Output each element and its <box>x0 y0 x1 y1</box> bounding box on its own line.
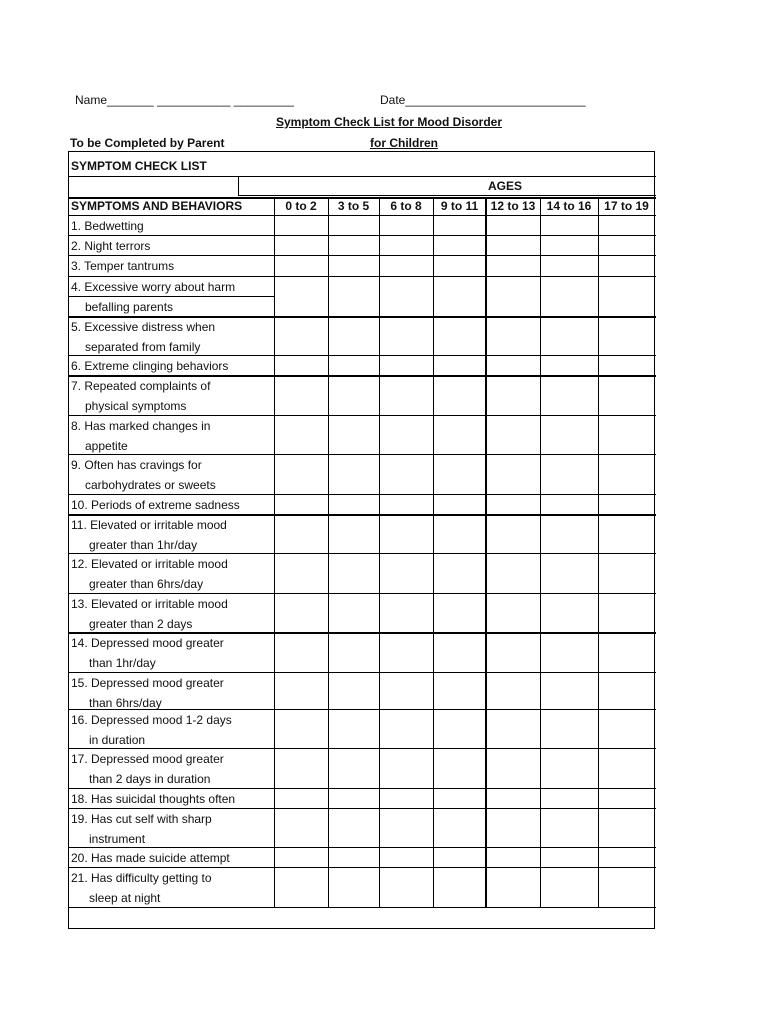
symptom-label: 3. Temper tantrums <box>71 259 175 273</box>
symptom-label: 2. Night terrors <box>71 239 151 253</box>
symptom-label: 16. Depressed mood 1-2 days <box>71 713 232 727</box>
symptom-label-continued: than 1hr/day <box>89 656 156 670</box>
age-check-cell[interactable] <box>434 317 485 354</box>
age-check-cell[interactable] <box>487 633 539 671</box>
age-check-cell[interactable] <box>599 809 654 846</box>
symptom-label: 21. Has difficulty getting to <box>71 871 212 885</box>
symptom-label: 7. Repeated complaints of <box>71 379 211 393</box>
age-check-cell[interactable] <box>541 495 597 513</box>
age-check-cell[interactable] <box>599 495 654 513</box>
age-check-cell[interactable] <box>380 848 432 866</box>
age-check-cell[interactable] <box>487 216 539 234</box>
age-check-cell[interactable] <box>275 317 327 354</box>
age-check-cell[interactable] <box>380 710 432 747</box>
symptom-label: 19. Has cut self with sharp <box>71 812 212 826</box>
symptom-label: 20. Has made suicide attempt <box>71 851 230 865</box>
age-check-cell[interactable] <box>434 416 485 453</box>
age-check-cell[interactable] <box>599 789 654 807</box>
age-check-cell[interactable] <box>541 554 597 592</box>
age-check-cell[interactable] <box>541 673 597 708</box>
age-check-cell[interactable] <box>487 376 539 414</box>
table-rule <box>69 296 274 297</box>
age-check-cell[interactable] <box>541 749 597 787</box>
age-check-cell[interactable] <box>487 710 539 747</box>
age-check-cell[interactable] <box>434 455 485 493</box>
age-check-cell[interactable] <box>541 789 597 807</box>
age-check-cell[interactable] <box>329 256 378 275</box>
age-check-cell[interactable] <box>380 673 432 708</box>
age-check-cell[interactable] <box>599 256 654 275</box>
symptom-label-continued: greater than 1hr/day <box>89 538 198 552</box>
age-check-cell[interactable] <box>541 236 597 254</box>
age-check-cell[interactable] <box>380 256 432 275</box>
age-check-cell[interactable] <box>541 277 597 315</box>
age-check-cell[interactable] <box>434 356 485 374</box>
form-title: Symptom Check List for Mood Disorder <box>276 115 503 129</box>
age-check-cell[interactable] <box>541 868 597 906</box>
age-check-cell[interactable] <box>434 749 485 787</box>
age-check-cell[interactable] <box>434 633 485 671</box>
age-check-cell[interactable] <box>275 277 327 315</box>
symptom-label-continued: instrument <box>89 832 146 846</box>
table-rule <box>69 907 656 908</box>
age-check-cell[interactable] <box>329 789 378 807</box>
age-check-cell[interactable] <box>541 633 597 671</box>
age-check-cell[interactable] <box>380 594 432 631</box>
age-check-cell[interactable] <box>275 376 327 414</box>
symptom-label: 8. Has marked changes in <box>71 419 211 433</box>
age-check-cell[interactable] <box>275 416 327 453</box>
age-check-cell[interactable] <box>487 515 539 552</box>
age-check-cell[interactable] <box>434 376 485 414</box>
age-check-cell[interactable] <box>329 868 378 906</box>
symptom-label: 17. Depressed mood greater <box>71 752 224 766</box>
age-check-cell[interactable] <box>599 594 654 631</box>
section-title: SYMPTOM CHECK LIST <box>71 159 207 173</box>
symptom-label: 5. Excessive distress when <box>71 320 216 334</box>
age-column-header: 9 to 11 <box>440 199 479 213</box>
age-check-cell[interactable] <box>380 356 432 374</box>
age-check-cell[interactable] <box>599 673 654 708</box>
age-check-cell[interactable] <box>541 809 597 846</box>
age-check-cell[interactable] <box>434 554 485 592</box>
age-check-cell[interactable] <box>275 789 327 807</box>
age-check-cell[interactable] <box>275 809 327 846</box>
symptom-label-continued: in duration <box>89 733 146 747</box>
age-check-cell[interactable] <box>380 416 432 453</box>
age-check-cell[interactable] <box>541 256 597 275</box>
age-check-cell[interactable] <box>380 633 432 671</box>
table-rule <box>238 195 656 196</box>
age-check-cell[interactable] <box>434 868 485 906</box>
age-check-cell[interactable] <box>599 216 654 234</box>
age-check-cell[interactable] <box>275 848 327 866</box>
symptom-label-continued: appetite <box>85 439 128 453</box>
age-check-cell[interactable] <box>329 317 378 354</box>
age-check-cell[interactable] <box>380 749 432 787</box>
age-check-cell[interactable] <box>487 317 539 354</box>
age-check-cell[interactable] <box>487 416 539 453</box>
symptoms-header: SYMPTOMS AND BEHAVIORS <box>71 199 243 213</box>
age-check-cell[interactable] <box>599 515 654 552</box>
symptom-label: 13. Elevated or irritable mood <box>71 597 228 611</box>
age-check-cell[interactable] <box>275 455 327 493</box>
age-check-cell[interactable] <box>541 710 597 747</box>
name-field[interactable]: Name_______ ___________ _________ <box>75 93 294 107</box>
age-check-cell[interactable] <box>275 673 327 708</box>
age-check-cell[interactable] <box>599 317 654 354</box>
age-check-cell[interactable] <box>541 317 597 354</box>
age-check-cell[interactable] <box>329 673 378 708</box>
symptom-label: 4. Excessive worry about harm <box>71 280 236 294</box>
age-check-cell[interactable] <box>380 216 432 234</box>
age-check-cell[interactable] <box>541 356 597 374</box>
age-check-cell[interactable] <box>599 848 654 866</box>
symptom-table <box>68 151 655 929</box>
age-check-cell[interactable] <box>541 416 597 453</box>
age-check-cell[interactable] <box>275 749 327 787</box>
age-check-cell[interactable] <box>541 455 597 493</box>
age-column-header: 6 to 8 <box>390 199 422 213</box>
age-check-cell[interactable] <box>487 455 539 493</box>
symptom-label-continued: than 6hrs/day <box>89 696 162 710</box>
age-check-cell[interactable] <box>487 789 539 807</box>
age-check-cell[interactable] <box>275 710 327 747</box>
age-check-cell[interactable] <box>380 495 432 513</box>
age-check-cell[interactable] <box>275 256 327 275</box>
age-check-cell[interactable] <box>599 554 654 592</box>
age-check-cell[interactable] <box>275 356 327 374</box>
symptom-label: 1. Bedwetting <box>71 219 144 233</box>
table-rule <box>69 176 656 177</box>
symptom-label: 11. Elevated or irritable mood <box>71 518 227 532</box>
age-check-cell[interactable] <box>329 376 378 414</box>
ages-header: AGES <box>488 179 523 193</box>
age-check-cell[interactable] <box>599 356 654 374</box>
age-check-cell[interactable] <box>434 848 485 866</box>
age-check-cell[interactable] <box>434 809 485 846</box>
age-check-cell[interactable] <box>487 673 539 708</box>
age-check-cell[interactable] <box>599 455 654 493</box>
age-check-cell[interactable] <box>380 515 432 552</box>
age-check-cell[interactable] <box>329 633 378 671</box>
symptom-label: 10. Periods of extreme sadness <box>71 498 240 512</box>
symptom-label-continued: separated from family <box>85 340 201 354</box>
age-check-cell[interactable] <box>599 376 654 414</box>
age-check-cell[interactable] <box>329 809 378 846</box>
age-check-cell[interactable] <box>434 236 485 254</box>
age-check-cell[interactable] <box>541 376 597 414</box>
age-check-cell[interactable] <box>434 216 485 234</box>
age-check-cell[interactable] <box>434 673 485 708</box>
age-check-cell[interactable] <box>380 277 432 315</box>
symptom-label-continued: than 2 days in duration <box>89 772 211 786</box>
age-check-cell[interactable] <box>275 236 327 254</box>
age-check-cell[interactable] <box>487 554 539 592</box>
age-check-cell[interactable] <box>487 749 539 787</box>
age-column-header: 14 to 16 <box>546 199 592 213</box>
symptom-label-continued: carbohydrates or sweets <box>85 478 216 492</box>
age-check-cell[interactable] <box>380 376 432 414</box>
age-check-cell[interactable] <box>380 236 432 254</box>
symptom-label: 12. Elevated or irritable mood <box>71 557 228 571</box>
age-check-cell[interactable] <box>380 868 432 906</box>
age-check-cell[interactable] <box>329 216 378 234</box>
age-check-cell[interactable] <box>329 749 378 787</box>
age-check-cell[interactable] <box>275 594 327 631</box>
age-check-cell[interactable] <box>487 868 539 906</box>
age-check-cell[interactable] <box>329 515 378 552</box>
age-check-cell[interactable] <box>599 277 654 315</box>
age-check-cell[interactable] <box>599 868 654 906</box>
age-check-cell[interactable] <box>329 455 378 493</box>
age-check-cell[interactable] <box>380 317 432 354</box>
age-check-cell[interactable] <box>487 236 539 254</box>
age-column-header: 0 to 2 <box>285 199 317 213</box>
age-check-cell[interactable] <box>329 495 378 513</box>
symptom-label: 6. Extreme clinging behaviors <box>71 359 229 373</box>
age-check-cell[interactable] <box>329 277 378 315</box>
age-column-header: 17 to 19 <box>604 199 649 213</box>
symptom-label-continued: sleep at night <box>89 891 161 905</box>
symptom-label-continued: greater than 2 days <box>89 617 193 631</box>
age-check-cell[interactable] <box>599 633 654 671</box>
age-check-cell[interactable] <box>541 594 597 631</box>
age-check-cell[interactable] <box>329 710 378 747</box>
age-column-header: 3 to 5 <box>337 199 370 213</box>
age-check-cell[interactable] <box>275 216 327 234</box>
symptom-label-continued: greater than 6hrs/day <box>89 577 204 591</box>
age-check-cell[interactable] <box>275 515 327 552</box>
age-check-cell[interactable] <box>541 515 597 552</box>
symptom-label: 15. Depressed mood greater <box>71 676 224 690</box>
symptom-label-continued: befalling parents <box>85 300 174 314</box>
age-check-cell[interactable] <box>487 809 539 846</box>
age-check-cell[interactable] <box>487 594 539 631</box>
symptom-label: 9. Often has cravings for <box>71 458 202 472</box>
age-check-cell[interactable] <box>541 216 597 234</box>
form-subtitle: for Children <box>370 136 438 150</box>
symptom-label: 18. Has suicidal thoughts often <box>71 792 236 806</box>
age-check-cell[interactable] <box>599 710 654 747</box>
age-check-cell[interactable] <box>599 416 654 453</box>
age-check-cell[interactable] <box>434 277 485 315</box>
age-check-cell[interactable] <box>380 455 432 493</box>
table-column-rule <box>238 176 239 195</box>
age-check-cell[interactable] <box>329 356 378 374</box>
age-check-cell[interactable] <box>487 495 539 513</box>
age-check-cell[interactable] <box>329 594 378 631</box>
age-check-cell[interactable] <box>380 554 432 592</box>
age-check-cell[interactable] <box>487 256 539 275</box>
age-check-cell[interactable] <box>434 515 485 552</box>
age-check-cell[interactable] <box>329 236 378 254</box>
age-check-cell[interactable] <box>275 633 327 671</box>
date-field[interactable]: Date___________________________ <box>380 93 586 107</box>
age-check-cell[interactable] <box>434 495 485 513</box>
age-check-cell[interactable] <box>329 416 378 453</box>
symptom-label-continued: physical symptoms <box>85 399 187 413</box>
completed-by-label: To be Completed by Parent <box>70 136 225 150</box>
age-check-cell[interactable] <box>329 554 378 592</box>
age-check-cell[interactable] <box>380 809 432 846</box>
age-column-header: 12 to 13 <box>490 199 536 213</box>
age-check-cell[interactable] <box>434 594 485 631</box>
age-check-cell[interactable] <box>380 789 432 807</box>
table-column-rule <box>485 197 486 907</box>
age-check-cell[interactable] <box>487 356 539 374</box>
age-check-cell[interactable] <box>275 495 327 513</box>
age-check-cell[interactable] <box>329 848 378 866</box>
age-check-cell[interactable] <box>599 749 654 787</box>
age-check-cell[interactable] <box>487 848 539 866</box>
age-check-cell[interactable] <box>434 256 485 275</box>
age-check-cell[interactable] <box>434 789 485 807</box>
symptom-label: 14. Depressed mood greater <box>71 636 224 650</box>
age-check-cell[interactable] <box>275 554 327 592</box>
age-check-cell[interactable] <box>275 868 327 906</box>
age-check-cell[interactable] <box>434 710 485 747</box>
age-check-cell[interactable] <box>487 277 539 315</box>
age-check-cell[interactable] <box>599 236 654 254</box>
age-check-cell[interactable] <box>541 848 597 866</box>
